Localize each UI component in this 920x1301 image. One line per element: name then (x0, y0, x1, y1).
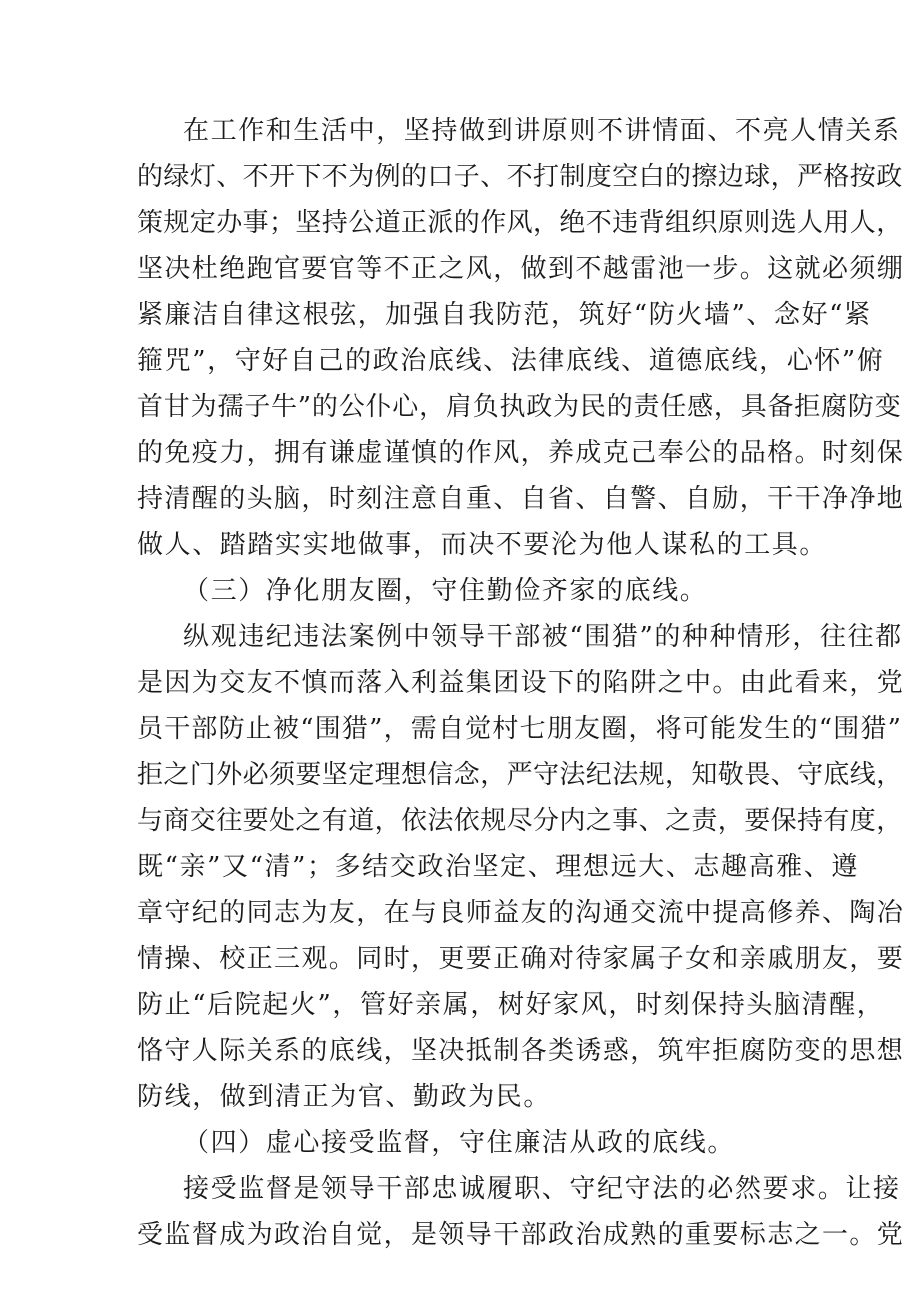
paragraph-line: 防线，做到清正为官、勤政为民。 (137, 1082, 552, 1112)
section-heading: （三）净化朋友圈，守住勤俭齐家的底线。 (183, 576, 708, 606)
paragraph-line: 情操、校正三观。同时，更要正确对待家属子女和亲戚朋友，要 (137, 944, 905, 974)
paragraph-line: 既“亲”又“清”；多结交政治坚定、理想远大、志趣高雅、遵 (137, 852, 859, 882)
paragraph-line: 策规定办事；坚持公道正派的作风，绝不违背组织原则选人用人， (137, 208, 903, 238)
paragraph-line: 紧廉洁自律这根弦，加强自我防范，筑好“防火墙”、念好“紧 (137, 300, 872, 330)
paragraph-line: 章守纪的同志为友，在与良师益友的沟通交流中提高修养、陶冶 (137, 898, 905, 928)
paragraph-line: 做人、踏踏实实地做事，而决不要沦为他人谋私的工具。 (137, 530, 828, 560)
paragraph-line: 员干部防止被“围猎”，需自觉村七朋友圈，将可能发生的“围猎” (137, 714, 903, 744)
paragraph-line: 在工作和生活中，坚持做到讲原则不讲情面、不亮人情关系 (183, 116, 901, 146)
paragraph-line: 的绿灯、不开下不为例的口子、不打制度空白的擦边球，严格按政 (137, 162, 903, 192)
paragraph-line: 首甘为孺子牛”的公仆心，肩负执政为民的责任感，具备拒腐防变 (137, 392, 902, 422)
paragraph-line: 防止“后院起火”，管好亲属，树好家风，时刻保持头脑清醒， (137, 990, 885, 1020)
paragraph-line: 的免疫力，拥有谦虚谨慎的作风，养成克己奉公的品格。时刻保 (137, 438, 905, 468)
paragraph-line: 受监督成为政治自觉，是领导干部政治成熟的重要标志之一。党 (137, 1220, 905, 1250)
paragraph-line: 纵观违纪违法案例中领导干部被“围猎”的种种情形，往往都 (183, 622, 903, 652)
paragraph-line: 坚决杜绝跑官要官等不正之风，做到不越雷池一步。这就必须绷 (137, 254, 905, 284)
section-heading: （四）虚心接受监督，守住廉洁从政的底线。 (183, 1128, 736, 1158)
paragraph-line: 持清醒的头脑，时刻注意自重、自省、自警、自励，干干净净地 (137, 484, 905, 514)
paragraph-line: 是因为交友不慎而落入利益集团设下的陷阱之中。由此看来，党 (137, 668, 905, 698)
paragraph-line: 箍咒”，守好自己的政治底线、法律底线、道德底线，心怀”俯 (137, 346, 885, 376)
paragraph-line: 与商交往要处之有道，依法依规尽分内之事、之责，要保持有度， (137, 806, 903, 836)
paragraph-line: 接受监督是领导干部忠诚履职、守纪守法的必然要求。让接 (183, 1174, 901, 1204)
paragraph-line: 拒之门外必须要坚定理想信念，严守法纪法规，知敬畏、守底线， (137, 760, 903, 790)
paragraph-line: 恪守人际关系的底线，坚决抵制各类诱惑，筑牢拒腐防变的思想 (137, 1036, 905, 1066)
